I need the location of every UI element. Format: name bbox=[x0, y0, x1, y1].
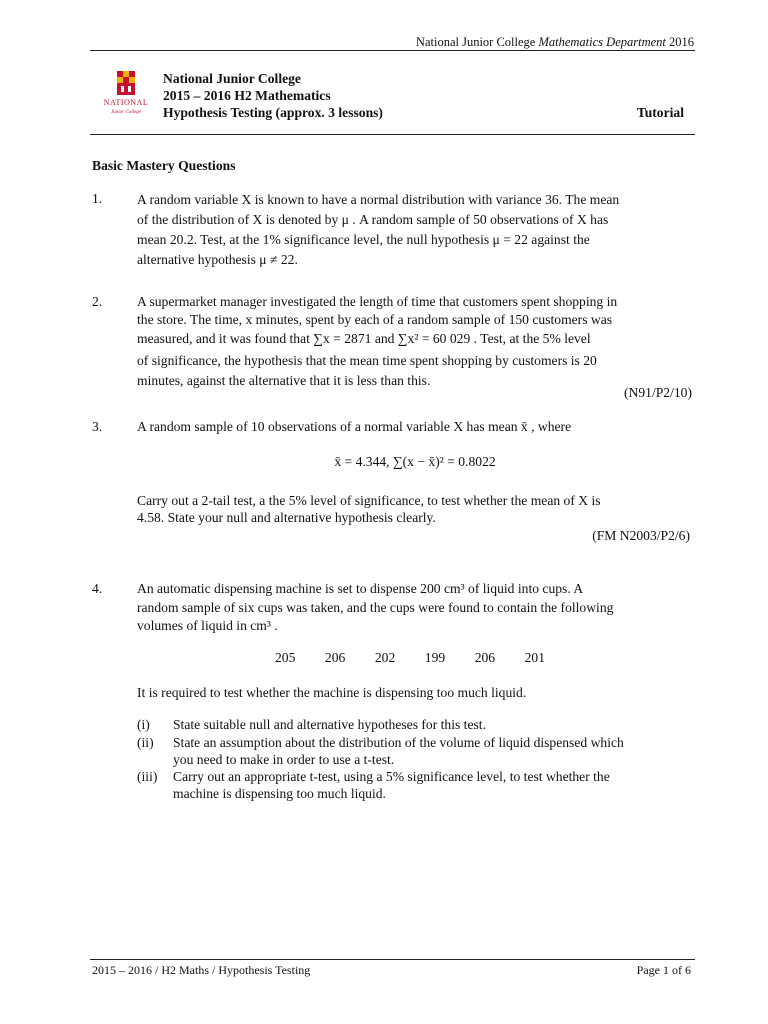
volume-data-row bbox=[275, 649, 545, 666]
page-number: Page 1 of 6 bbox=[636, 963, 691, 977]
question-2-line: minutes, against the alternative that it is less than this. bbox=[137, 373, 431, 388]
part-line: State an assumption about the distribution of the volume of liquid dispensed which bbox=[173, 735, 624, 750]
data-value: 201 bbox=[524, 650, 545, 665]
logo-emblem-icon bbox=[100, 70, 152, 116]
question-2-line: the store. The time, x minutes, spent by each of a random sample of 150 customers was bbox=[137, 311, 613, 327]
section-title: Basic Mastery Questions bbox=[92, 158, 236, 173]
document-type: Tutorial bbox=[636, 105, 684, 120]
part-label: (iii) bbox=[137, 769, 158, 784]
title-rule bbox=[90, 134, 695, 135]
logo-top-text: NATIONAL bbox=[103, 98, 149, 107]
header-department: Mathematics Department bbox=[538, 35, 666, 49]
question-2-line: of significance, the hypothesis that the mean time spent shopping by customers is 20 bbox=[137, 353, 597, 368]
question-1-line: mean 20.2. Test, at the 1% significance level, the null hypothesis μ = 22 against the bbox=[137, 232, 590, 247]
part-text: State suitable null and alternative hypotheses for this test. bbox=[173, 717, 486, 732]
question-2 bbox=[137, 293, 693, 390]
question-4-line: An automatic dispensing machine is set to dispense 200 cm³ of liquid into cups. A bbox=[137, 581, 584, 596]
header-college: National Junior College bbox=[415, 35, 536, 49]
question-3-line: 4.58. State your null and alternative hypothesis clearly. bbox=[137, 510, 436, 525]
question-3 bbox=[137, 492, 693, 526]
question-2-line: measured, and it was found that ∑x = 2871 and ∑x² = 60 029 . Test, at the 5% level bbox=[137, 331, 591, 346]
data-value: 206 bbox=[324, 650, 346, 665]
part-line: Carry out an appropriate t-test, using a 5% significance level, to test whether the bbox=[173, 769, 610, 784]
logo-bottom-text: Junior College bbox=[111, 110, 141, 115]
data-value: 202 bbox=[374, 650, 396, 665]
question-3-line: Carry out a 2-tail test, a the 5% level of significance, to test whether the mean of X is bbox=[137, 493, 601, 508]
question-4-line: random sample of six cups was taken, and the cups were found to contain the following bbox=[137, 599, 614, 615]
question-4-instruction: It is required to test whether the machine is dispensing too much liquid. bbox=[137, 685, 527, 700]
question-3-formula: x̄ = 4.344, ∑(x − x̄)² = 0.8022 bbox=[334, 454, 496, 469]
question-2-number: 2. bbox=[92, 294, 103, 309]
running-header bbox=[416, 34, 694, 51]
footer-left: 2015 – 2016 / H2 Maths / Hypothesis Testing bbox=[92, 963, 311, 977]
title-line-1: National Junior College bbox=[163, 71, 301, 86]
title-block bbox=[163, 70, 383, 121]
header-year: 2016 bbox=[669, 35, 694, 49]
question-4-number: 4. bbox=[92, 581, 103, 596]
question-1-line: of the distribution of X is denoted by μ . A random sample of 50 observations of X has bbox=[137, 212, 609, 227]
title-line-3: Hypothesis Testing (approx. 3 lessons) bbox=[163, 105, 383, 120]
question-1 bbox=[137, 190, 693, 270]
question-3-intro: A random sample of 10 observations of a normal variable X has mean x̄ , where bbox=[137, 419, 572, 434]
part-line: machine is dispensing too much liquid. bbox=[173, 786, 386, 801]
part-label: (ii) bbox=[137, 735, 154, 750]
question-2-source: (N91/P2/10) bbox=[624, 385, 692, 400]
title-line-2: 2015 – 2016 H2 Mathematics bbox=[163, 88, 331, 103]
question-4-line: volumes of liquid in cm³ . bbox=[137, 618, 278, 633]
question-3-source: (FM N2003/P2/6) bbox=[592, 528, 690, 543]
question-1-line: A random variable X is known to have a normal distribution with variance 36. The mean bbox=[137, 192, 620, 207]
question-4 bbox=[137, 580, 693, 636]
part-label: (i) bbox=[137, 717, 150, 732]
header-rule bbox=[90, 50, 695, 51]
data-value: 205 bbox=[275, 650, 296, 665]
part-line: you need to make in order to use a t-test. bbox=[173, 752, 395, 767]
data-value: 199 bbox=[424, 650, 446, 665]
question-1-line: alternative hypothesis μ ≠ 22. bbox=[137, 252, 298, 267]
college-logo bbox=[100, 70, 152, 116]
data-value: 206 bbox=[474, 650, 496, 665]
part-text bbox=[173, 768, 693, 802]
footer-rule bbox=[90, 959, 695, 960]
part-text bbox=[173, 734, 693, 768]
question-1-number: 1. bbox=[92, 191, 103, 206]
question-2-line: A supermarket manager investigated the length of time that customers spent shopping in bbox=[137, 294, 618, 309]
question-3-number: 3. bbox=[92, 419, 103, 434]
